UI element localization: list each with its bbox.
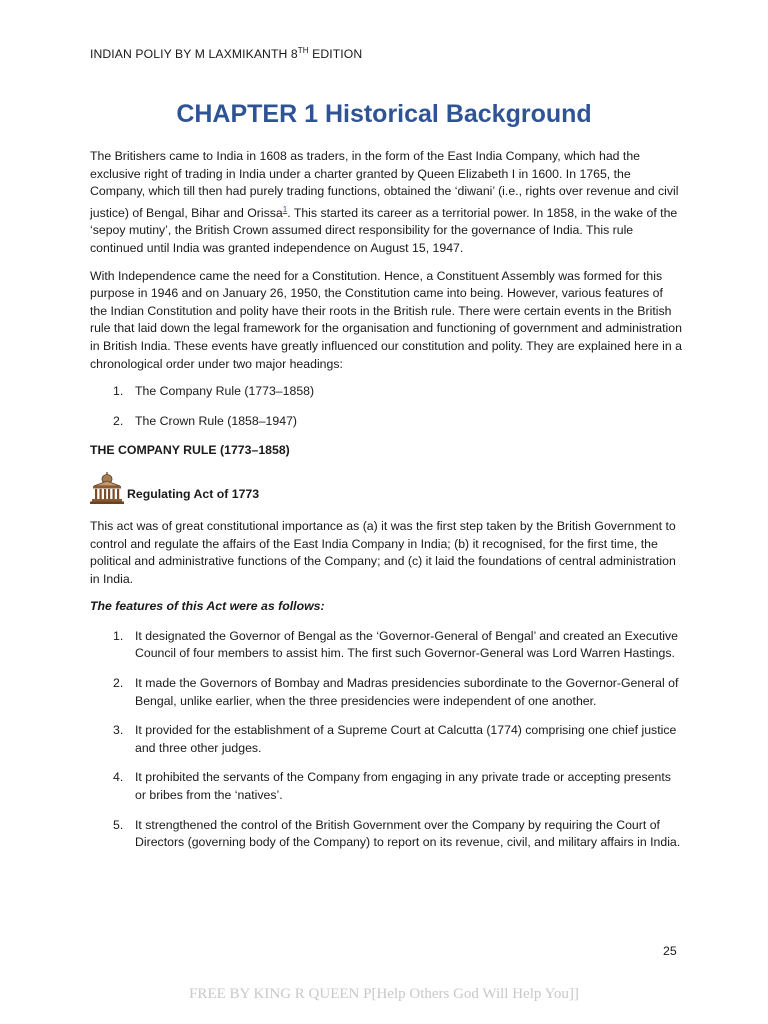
list-item: 2. The Crown Rule (1858–1947): [113, 413, 298, 428]
edition-superscript: TH: [297, 46, 309, 55]
document-body: [90, 148, 682, 864]
features-heading: The features of this Act were as follows:: [90, 599, 325, 614]
footer-watermark: FREE BY KING R QUEEN P[Help Others God Will Help You]]: [189, 986, 579, 1002]
intro-paragraph-1: The Britishers came to India in 1608 as traders, in the form of the East India Company, which had the exclusive right of trading in India under a charter granted by Queen Elizabeth I in 1600. In 1765, the Company, which till then had purely trading functions, obtained the ‘diwani’ (i.e., rights over revenue and civil justice) of Bengal, Bihar and Orissa$^1$. This started its career as a territorial power. In 1858, in the wake of the ‘sepoy mutiny’, the British Crown assumed direct responsibility for the governance of India. This rule continued until India was granted independence on August 15, 1947.: [90, 149, 679, 255]
list-item: 1. The Company Rule (1773–1858): [113, 384, 315, 399]
chapter-title: CHAPTER 1 Historical Background: [176, 100, 592, 128]
list-item: 3. It provided for the establishment of a Supreme Court at Calcutta (1774) comprising one chief justice and three other judges.: [113, 723, 677, 755]
intro-paragraph-2: With Independence came the need for a Constitution. Hence, a Constituent Assembly was formed for this purpose in 1946 and on January 26, 1950, the Constitution came into being. However, various features of the Indian Constitution and polity have their roots in the British rule. There were certain events in the British rule that laid down the legal framework for the organisation and functioning of government and administration in British India. These events have greatly influenced our constitution and polity. They are explained here in a chronological order under two major headings:: [90, 268, 682, 371]
running-header: INDIAN POLIY BY M LAXMIKANTH 8TH EDITION: [90, 46, 363, 61]
page-number: 25: [663, 944, 677, 958]
section-heading: THE COMPANY RULE (1773–1858): [90, 443, 290, 458]
act-heading: [90, 472, 682, 504]
act-title: Regulating Act of 1773: [127, 487, 260, 502]
government-building-icon: [90, 472, 124, 504]
list-item: 4. It prohibited the servants of the Company from engaging in any private trade or accepting presents or bribes from the ‘natives’.: [113, 770, 671, 803]
features-list: [90, 628, 682, 852]
list-item: 2. It made the Governors of Bombay and Madras presidencies subordinate to the Governor-General of Bengal, unlike earlier, when the three presidencies were independent of one another.: [113, 676, 679, 708]
list-item: 5. It strengthened the control of the British Government over the Company by requiring the Court of Directors (governing body of the Company) to report on its revenue, civil, and military affairs in India.: [113, 817, 681, 850]
footnote-link[interactable]: 1: [282, 204, 288, 214]
act-description: This act was of great constitutional importance as (a) it was the first step taken by the British Government to control and regulate the affairs of the East India Company in India; (b) it recognised, for the first time, the political and administrative functions of the Company; and (c) it laid the foundations of central administration in India.: [90, 518, 676, 586]
headings-list: [90, 383, 682, 430]
list-item: 1. It designated the Governor of Bengal as the ‘Governor-General of Bengal’ and created an Executive Council of four members to assist him. The first such Governor-General was Lord Warren Hastings.: [113, 628, 678, 661]
